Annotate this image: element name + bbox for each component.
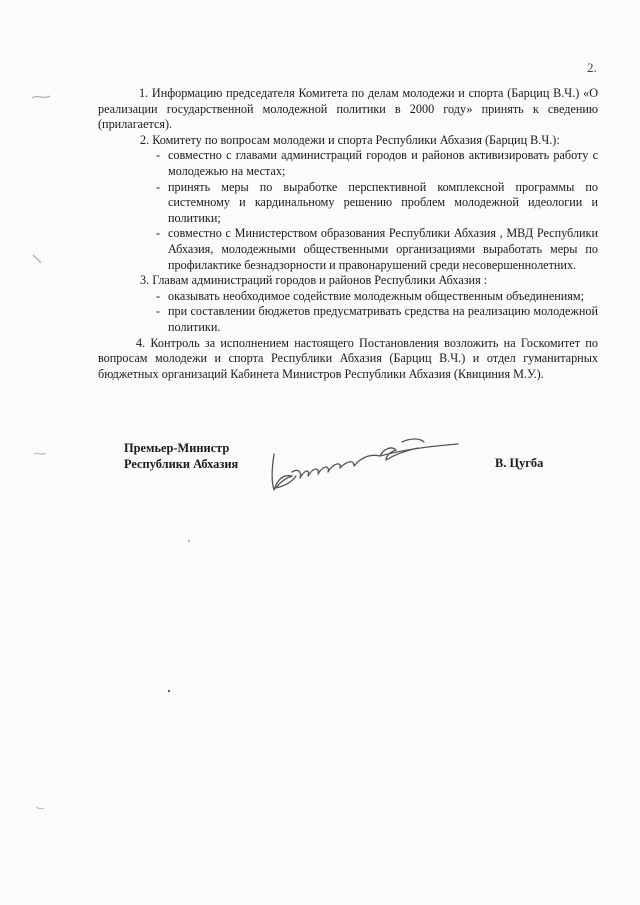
list-item: - принять меры по выработке перспективной комплексной программы по системному и кардинальному решению проблем молодежной идеологии и политики; (156, 180, 598, 227)
paragraph-4: 4. Контроль за исполнением настоящего Постановления возложить на Госкомитет по вопросам молодежи и спорта Республики Абхазия (Барциц В.Ч.) и отдел гуманитарных бюджетных организаций Кабинета Министров Республики Абхазия (Квициния М.У.). (98, 335, 598, 381)
list-item: - при составлении бюджетов предусматривать средства на реализацию молодежной политики. (156, 304, 598, 335)
paragraph-3: 3. Главам администраций городов и районов Республики Абхазия : (140, 273, 488, 288)
scan-mark-2 (30, 252, 44, 266)
signatory-name: В. Цугба (495, 456, 544, 470)
scan-mark-4 (34, 804, 46, 812)
scan-dot (166, 688, 172, 694)
paragraph-2: 2. Комитету по вопросам молодежи и спорта Республики Абхазия (Барциц В.Ч.): (140, 132, 560, 147)
paragraph-3-list (98, 289, 598, 336)
list-item: - совместно с главами администраций городов и районов активизировать работу с молодежью на местах; (156, 148, 598, 179)
scan-dot (186, 538, 192, 544)
list-item: - совместно с Министерством образования Республики Абхазия , МВД Республики Абхазия, молодежными общественными организациями выработать меры по профилактике безнадзорности и правонарушений среди несовершеннолетних. (156, 226, 598, 273)
handwritten-signature (262, 428, 477, 498)
scan-mark-3 (32, 450, 48, 458)
signatory-title-line-2: Республики Абхазия (124, 457, 239, 471)
paragraph-1: 1. Информацию председателя Комитета по делам молодежи и спорта (Барциц В.Ч.) «О реализации государственной молодежной политики в 2000 году» принять к сведению (прилагается). (98, 86, 598, 132)
scan-mark-1 (30, 92, 52, 102)
list-item: - оказывать необходимое содействие молодежным общественным объединениям; (156, 289, 598, 305)
signatory-title-line-1: Премьер-Министр (124, 441, 230, 455)
signatory-title (124, 440, 238, 472)
page-number: 2. (587, 60, 597, 75)
paragraph-2-list (98, 148, 598, 273)
document-body (98, 86, 598, 382)
